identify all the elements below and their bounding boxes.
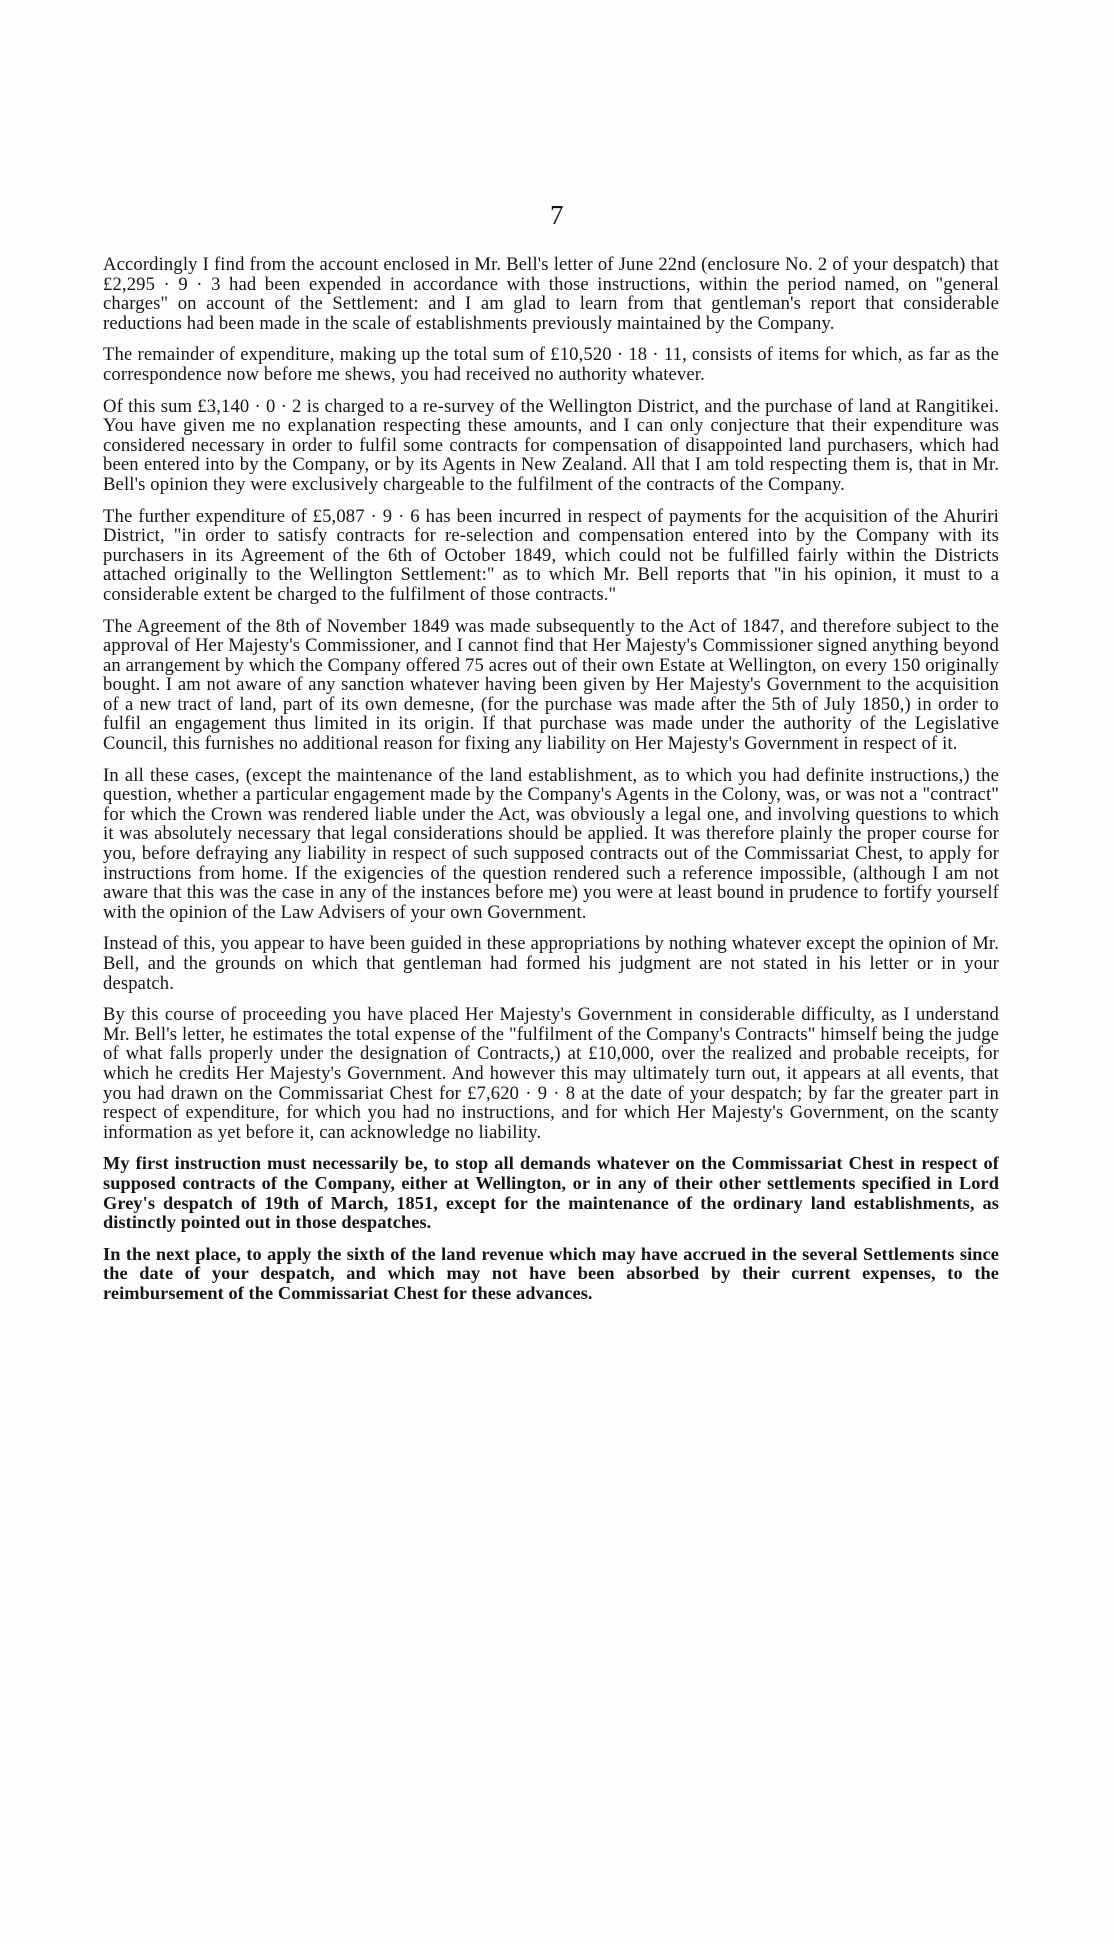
paragraph-10: In the next place, to apply the sixth of the land revenue which may have accrued in the several Settlements since the date of your despatch, and which may not have been absorbed by their current expenses, to the reimbursement of the Commissariat Chest for these advances. — [103, 1243, 999, 1303]
paragraph-5: The Agreement of the 8th of November 1849 was made subsequently to the Act of 1847, and therefore subject to the approval of Her Majesty's Commissioner, and I cannot find that Her Majesty's Commissioner signed anything beyond an arrangement by which the Company offered 75 acres out of their own Estate at Wellington, on every 150 originally bought. I am not aware of any sanction whatever having been given by Her Majesty's Government to the acquisition of a new tract of land, part of its own demesne, (for the purchase was made after the 5th of July 1850,) in order to fulfil an engagement thus limited in its origin. If that purchase was made under the authority of the Legislative Council, this furnishes no additional reason for fixing any liability on Her Majesty's Government in respect of it. — [103, 615, 999, 755]
paragraph-6: In all these cases, (except the maintenance of the land establishment, as to which you had definite instructions,) the question, whether a particular engagement made by the Company's Agents in the Colony, was, or was not a "contract" for which the Crown was rendered liable under the Act, was obviously a legal one, and involving questions to which it was absolutely necessary that legal considerations should be applied. It was therefore plainly the proper course for you, before defraying any liability in respect of such supposed contracts out of the Commissariat Chest, to apply for instructions from home. If the exigencies of the question rendered such a reference impossible, (although I am not aware that this was the case in any of the instances before me) you were at least bound in prudence to fortify yourself with the opinion of the Law Advisers of your own Government. — [103, 764, 999, 923]
paragraph-4: The further expenditure of £5,087 · 9 · 6 has been incurred in respect of payments for the acquisition of the Ahuriri District, "in order to satisfy contracts for re-selection and compensation entered into by the Company with its purchasers in its Agreement of the 6th of October 1849, which could not be fulfilled fairly within the Districts attached originally to the Wellington Settlement:" as to which Mr. Bell reports that "in his opinion, it must to a considerable extent be charged to the fulfilment of those contracts." — [103, 505, 999, 605]
paragraph-8: By this course of proceeding you have placed Her Majesty's Government in considerable difficulty, as I understand Mr. Bell's letter, he estimates the total expense of the "fulfilment of the Company's Contracts" himself being the judge of what falls properly under the designation of Contracts,) at £10,000, over the realized and probable receipts, for which he credits Her Majesty's Government. And however this may ultimately turn out, it appears at all events, that you had drawn on the Commissariat Chest for £7,620 · 9 · 8 at the date of your despatch; by far the greater part in respect of expenditure, for which you had no instructions, and for which Her Majesty's Government, on the scanty information as yet before it, can acknowledge no liability. — [103, 1004, 999, 1143]
paragraph-9: My first instruction must necessarily be, to stop all demands whatever on the Commissariat Chest in respect of supposed contracts of the Company, either at Wellington, or in any of their other settlements specified in Lord Grey's despatch of 19th of March, 1851, except for the maintenance of the ordinary land establishments, as distinctly pointed out in those despatches. — [103, 1153, 999, 1233]
paragraph-7: Instead of this, you appear to have been guided in these appropriations by nothing whatever except the opinion of Mr. Bell, and the grounds on which that gentleman had formed his judgment are not stated in his letter or in your despatch. — [103, 933, 999, 994]
paragraph-3: Of this sum £3,140 · 0 · 2 is charged to a re-survey of the Wellington District, and the purchase of land at Rangitikei. You have given me no explanation respecting these amounts, and I can only conjecture that their expenditure was considered necessary in order to fulfil some contracts for compensation of disappointed land purchasers, which had been entered into by the Company, or by its Agents in New Zealand. All that I am told respecting them is, that in Mr. Bell's opinion they were exclusively chargeable to the fulfilment of the contracts of the Company. — [103, 395, 999, 495]
paragraph-1: Accordingly I find from the account enclosed in Mr. Bell's letter of June 22nd (enclosure No. 2 of your despatch) that £2,295 · 9 · 3 had been expended in accordance with those instructions, within the period named, on "general charges" on account of the Settlement: and I am glad to learn from that gentleman's report that considerable reductions had been made in the scale of establishments previously maintained by the Company. — [103, 254, 999, 334]
letter-body — [103, 255, 999, 1316]
paragraph-2: The remainder of expenditure, making up the total sum of £10,520 · 18 · 11, consists of items for which, as far as the correspondence now before me shews, you had received no authority whatever. — [103, 344, 999, 385]
page-number: 7 — [550, 200, 564, 230]
